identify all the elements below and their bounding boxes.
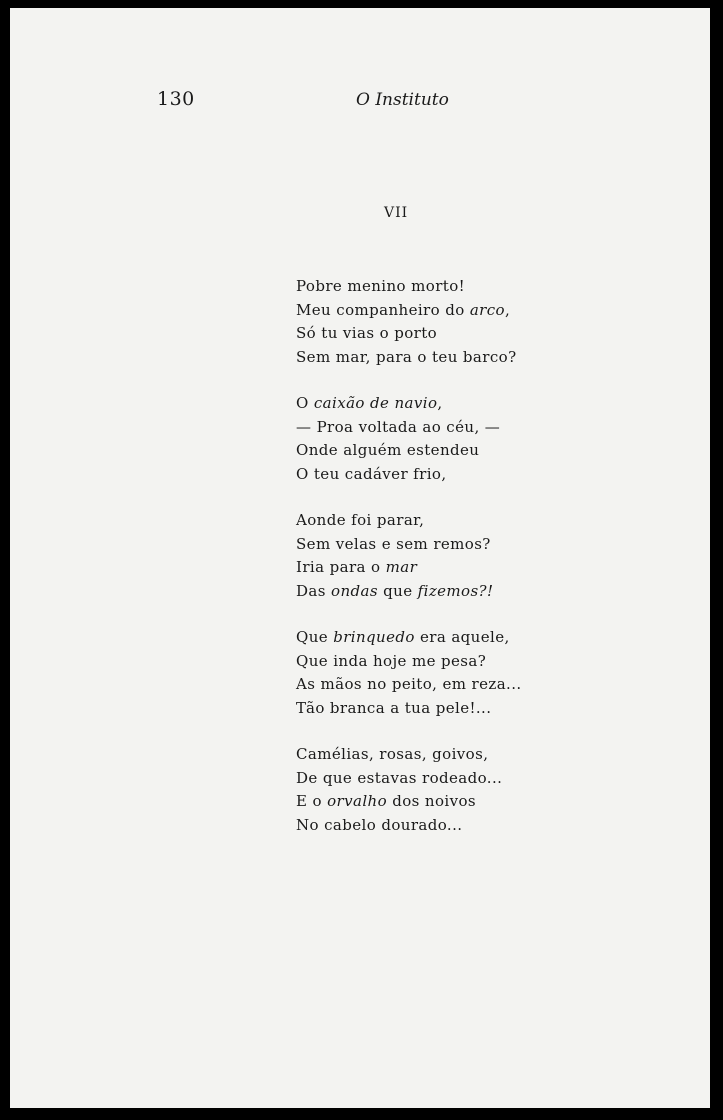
- italic-phrase: caixão de navio: [313, 394, 438, 412]
- poem-line: E o orvalho dos noivos: [296, 792, 477, 810]
- stanza: [296, 509, 522, 603]
- italic-phrase: arco: [469, 300, 505, 319]
- poem-line: Que inda hoje me pesa?: [296, 651, 487, 670]
- page-number: 130: [157, 88, 195, 110]
- poem-line: O teu cadáver frio,: [296, 464, 447, 483]
- stanza: [296, 626, 522, 720]
- poem-line: No cabelo dourado...: [296, 815, 463, 834]
- poem-line: Sem velas e sem remos?: [296, 534, 491, 553]
- stanza: [296, 275, 522, 369]
- poem-line: Meu companheiro do arco,: [296, 300, 511, 319]
- italic-phrase: ondas: [331, 581, 378, 600]
- poem: [296, 275, 522, 860]
- italic-phrase: mar: [385, 558, 418, 576]
- poem-line: Que brinquedo era aquele,: [296, 628, 510, 646]
- italic-phrase: orvalho: [327, 792, 388, 810]
- poem-line: — Proa voltada ao céu, —: [296, 417, 501, 436]
- poem-line: Iria para o mar: [296, 558, 418, 576]
- running-title: O Instituto: [356, 90, 449, 110]
- poem-line: Só tu vias o porto: [296, 324, 438, 342]
- poem-line: As mãos no peito, em reza...: [296, 675, 522, 693]
- poem-line: Sem mar, para o teu barco?: [296, 347, 517, 366]
- poem-line: Onde alguém estendeu: [296, 441, 480, 459]
- stanza: [296, 392, 522, 486]
- italic-phrase: fizemos?!: [417, 581, 494, 600]
- stanza: [296, 743, 522, 837]
- poem-line: Pobre menino morto!: [296, 277, 466, 295]
- poem-line: O caixão de navio,: [296, 394, 443, 412]
- book-page: [10, 8, 710, 1108]
- italic-phrase: brinquedo: [333, 628, 415, 646]
- poem-line: Camélias, rosas, goivos,: [296, 745, 489, 763]
- poem-line: Das ondas que fizemos?!: [296, 581, 494, 600]
- poem-line: Tão branca a tua pele!...: [296, 698, 492, 717]
- poem-line: Aonde foi parar,: [296, 511, 425, 529]
- poem-line: De que estavas rodeado...: [296, 768, 503, 787]
- section-numeral: VII: [384, 205, 409, 221]
